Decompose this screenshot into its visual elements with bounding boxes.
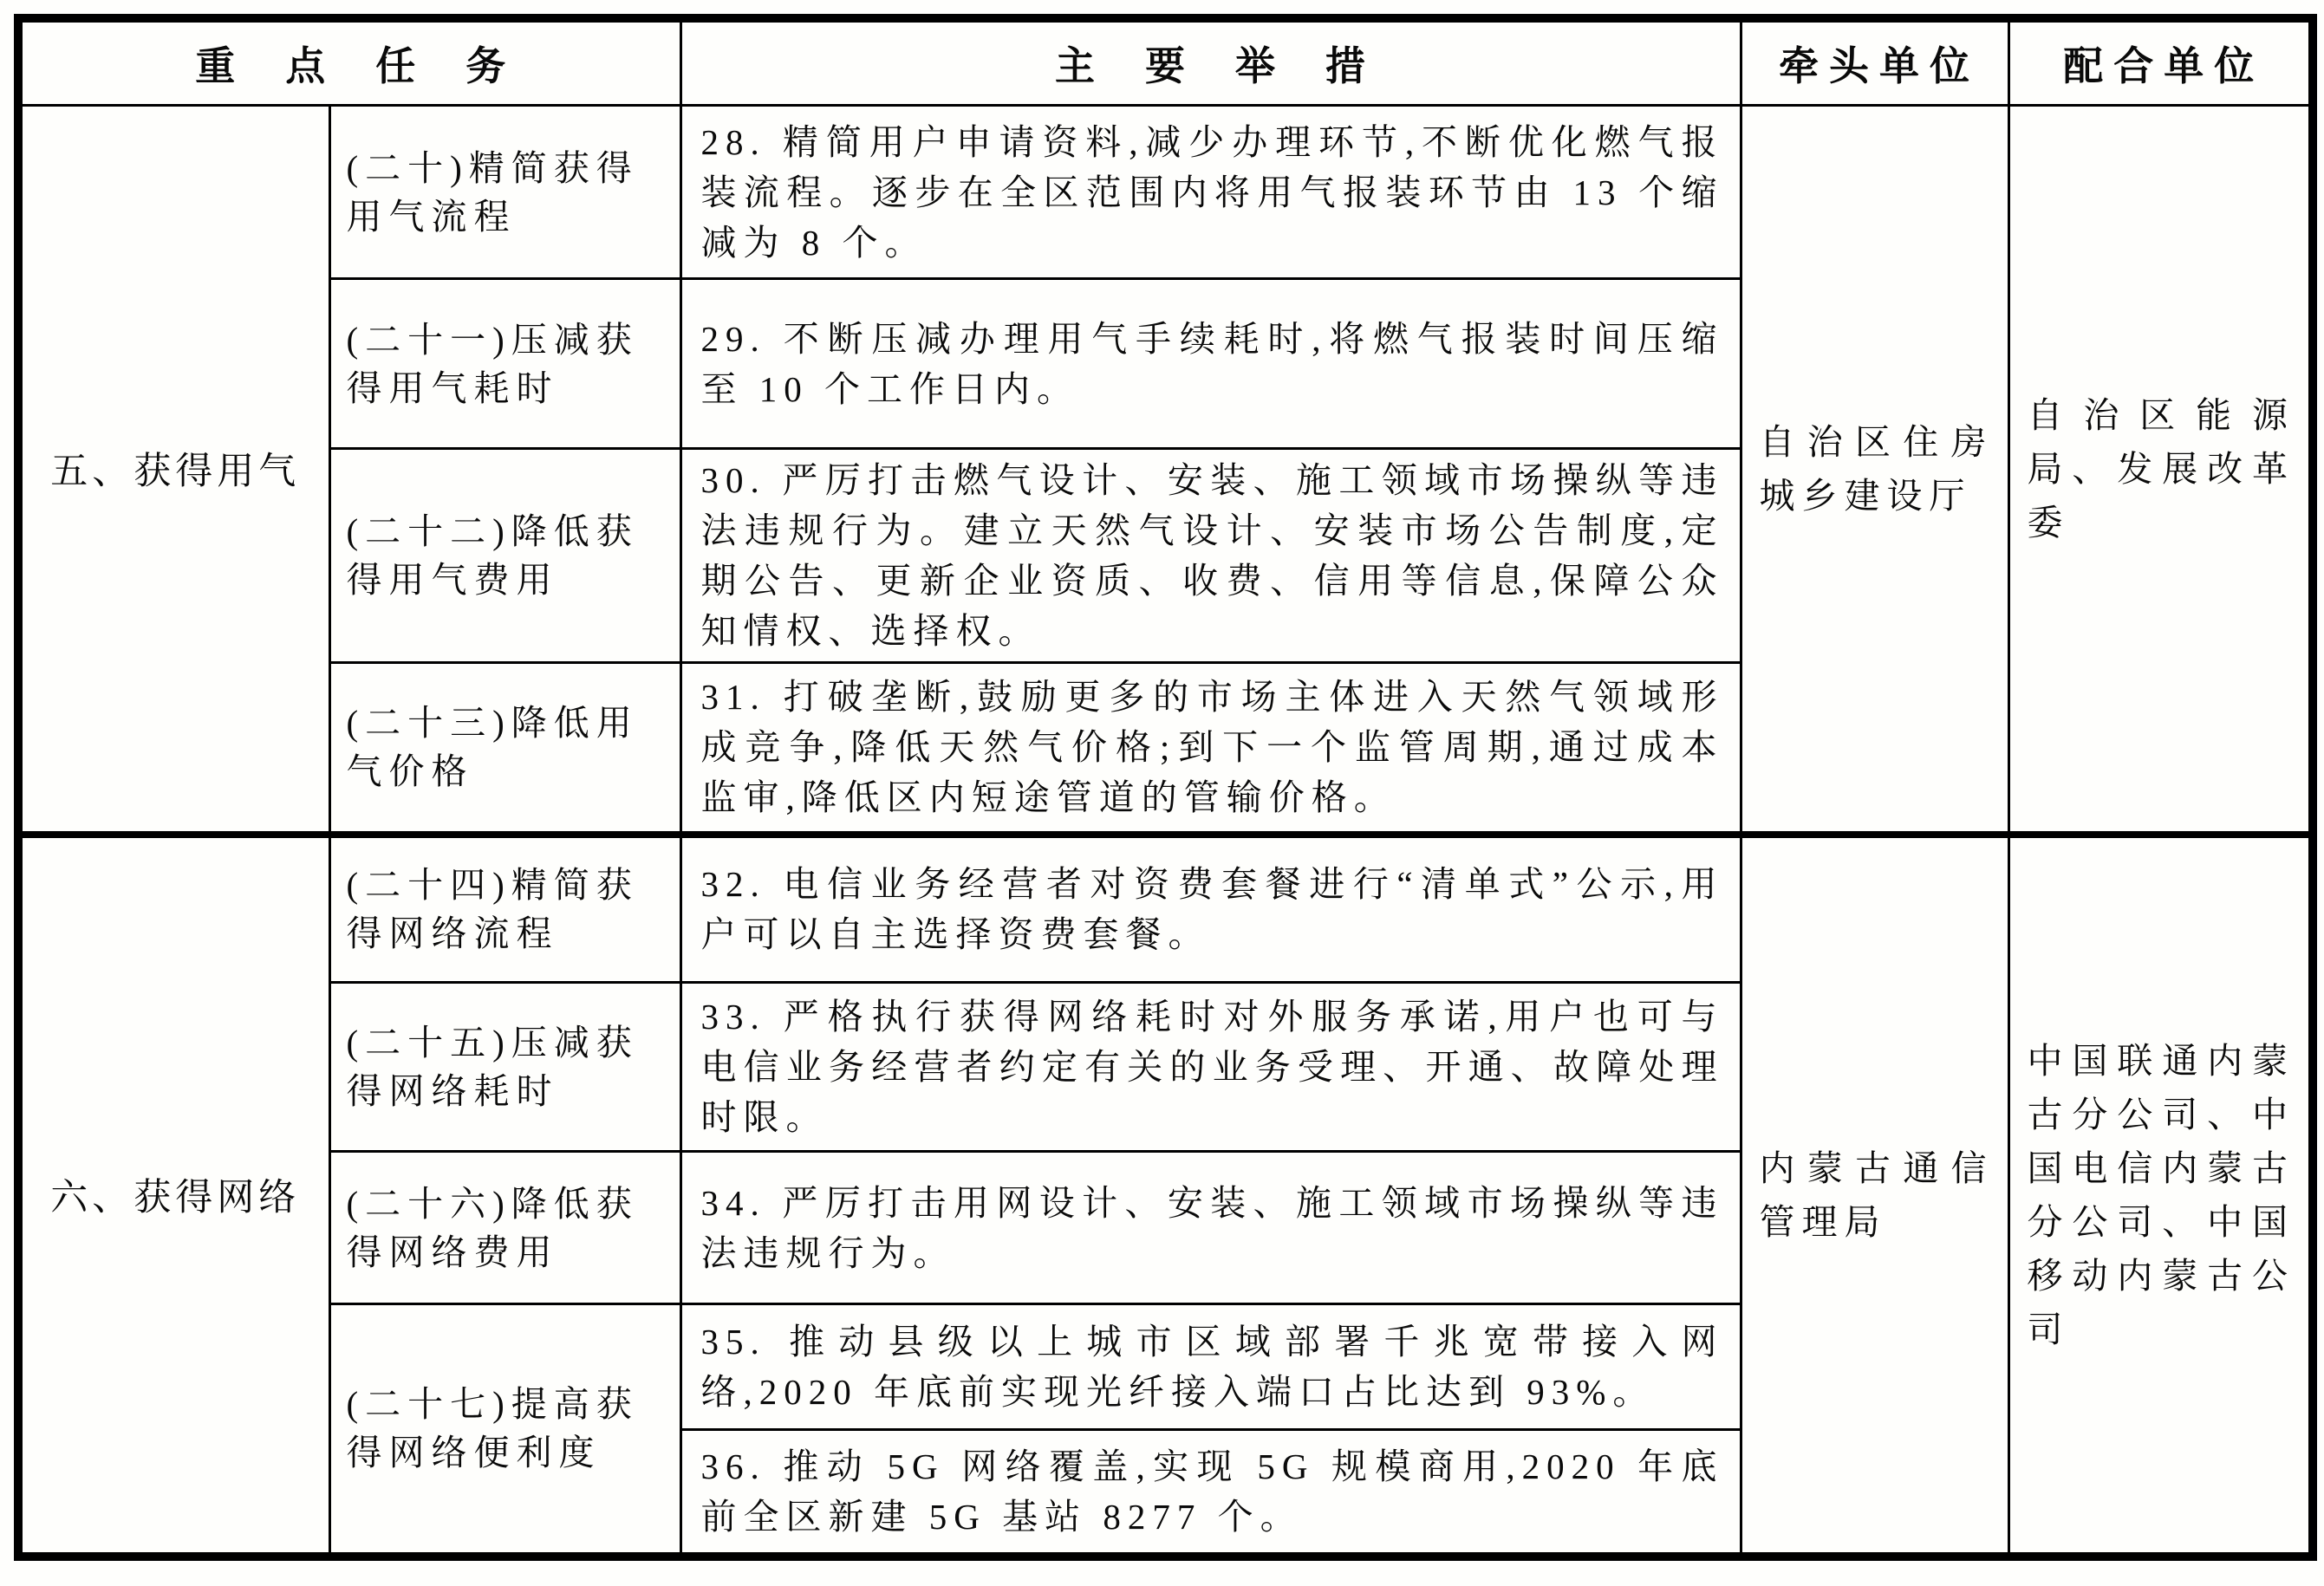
group-label-network: 六、获得网络 bbox=[18, 835, 329, 1557]
measure-29: 29. 不断压减办理用气手续耗时,将燃气报装时间压缩至 10 个工作日内。 bbox=[680, 279, 1741, 449]
task-label-24: (二十四)精简获得网络流程 bbox=[329, 835, 680, 983]
measure-34: 34. 严厉打击用网设计、安装、施工领域市场操纵等违法违规行为。 bbox=[680, 1152, 1741, 1304]
support-unit-network: 中国联通内蒙古分公司、中国电信内蒙古分公司、中国移动内蒙古公司 bbox=[2008, 835, 2313, 1557]
header-key-tasks: 重点任务 bbox=[18, 18, 680, 106]
header-lead-unit: 牵头单位 bbox=[1741, 18, 2008, 106]
header-main-measures: 主要举措 bbox=[680, 18, 1741, 106]
measure-28: 28. 精简用户申请资料,减少办理环节,不断优化燃气报装流程。逐步在全区范围内将用气报装环节由 13 个缩减为 8 个。 bbox=[680, 106, 1741, 279]
task-label-23: (二十三)降低用气价格 bbox=[329, 663, 680, 835]
table-row bbox=[18, 106, 2313, 279]
header-row bbox=[18, 18, 2313, 106]
support-unit-gas: 自治区能源局、发展改革委 bbox=[2008, 106, 2313, 835]
task-label-25: (二十五)压减获得网络耗时 bbox=[329, 983, 680, 1152]
task-label-27: (二十七)提高获得网络便利度 bbox=[329, 1304, 680, 1557]
measure-35: 35. 推动县级以上城市区域部署千兆宽带接入网络,2020 年底前实现光纤接入端口占比达到 93%。 bbox=[680, 1304, 1741, 1430]
task-label-22: (二十二)降低获得用气费用 bbox=[329, 449, 680, 663]
group-label-gas: 五、获得用气 bbox=[18, 106, 329, 835]
action-plan-table bbox=[14, 14, 2317, 1561]
measure-32: 32. 电信业务经营者对资费套餐进行“清单式”公示,用户可以自主选择资费套餐。 bbox=[680, 835, 1741, 983]
measure-30: 30. 严厉打击燃气设计、安装、施工领域市场操纵等违法违规行为。建立天然气设计、安装市场公告制度,定期公告、更新企业资质、收费、信用等信息,保障公众知情权、选择权。 bbox=[680, 449, 1741, 663]
task-label-21: (二十一)压减获得用气耗时 bbox=[329, 279, 680, 449]
header-support-unit: 配合单位 bbox=[2008, 18, 2313, 106]
task-label-26: (二十六)降低获得网络费用 bbox=[329, 1152, 680, 1304]
measure-36: 36. 推动 5G 网络覆盖,实现 5G 规模商用,2020 年底前全区新建 5G 基站 8277 个。 bbox=[680, 1430, 1741, 1557]
measure-31: 31. 打破垄断,鼓励更多的市场主体进入天然气领域形成竞争,降低天然气价格;到下一个监管周期,通过成本监审,降低区内短途管道的管输价格。 bbox=[680, 663, 1741, 835]
lead-unit-gas: 自治区住房城乡建设厅 bbox=[1741, 106, 2008, 835]
table-row bbox=[18, 835, 2313, 983]
measure-33: 33. 严格执行获得网络耗时对外服务承诺,用户也可与电信业务经营者约定有关的业务受理、开通、故障处理时限。 bbox=[680, 983, 1741, 1152]
lead-unit-network: 内蒙古通信管理局 bbox=[1741, 835, 2008, 1557]
task-label-20: (二十)精简获得用气流程 bbox=[329, 106, 680, 279]
